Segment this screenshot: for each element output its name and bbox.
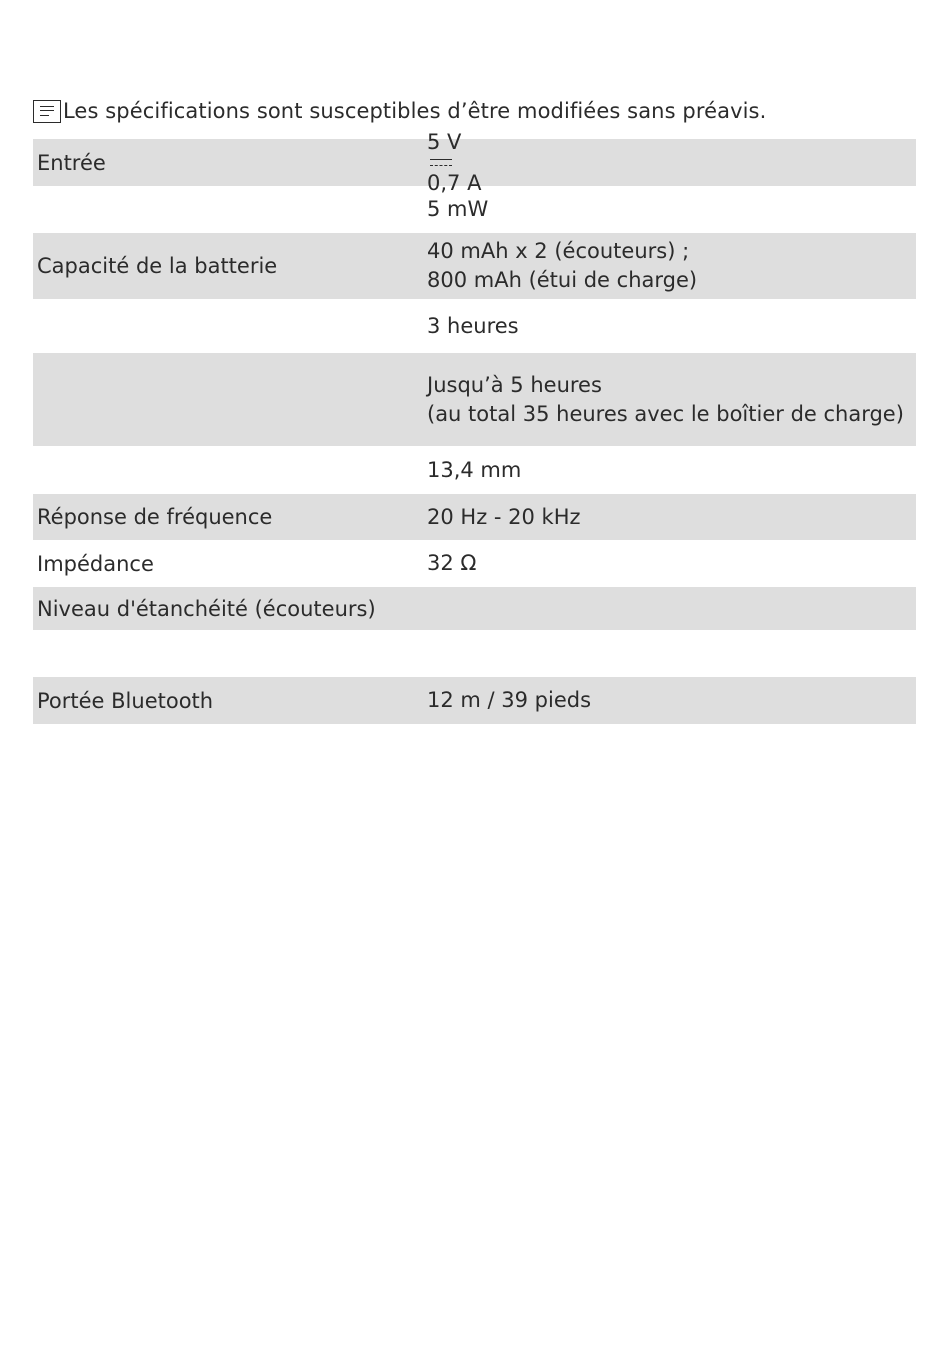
spec-row-bluetooth	[33, 677, 916, 724]
spec-table	[33, 129, 916, 724]
spec-row-blank	[33, 630, 916, 677]
spec-label: Impédance	[37, 551, 154, 576]
spec-notice-text: Les spécifications sont susceptibles d’être modifiées sans préavis.	[63, 99, 767, 123]
spec-value: 32 Ω	[427, 551, 477, 575]
spec-row-driver	[33, 446, 916, 494]
spec-value: 5 mW	[427, 197, 489, 221]
spec-label: Niveau d'étanchéité (écouteurs)	[37, 596, 376, 621]
spec-value: 3 heures	[427, 313, 519, 338]
spec-row-charge-time	[33, 299, 916, 353]
spec-row-battery	[33, 233, 916, 299]
spec-value: 13,4 mm	[427, 457, 522, 482]
spec-value: 12 m / 39 pieds	[427, 688, 592, 712]
spec-row-impedance	[33, 540, 916, 587]
spec-label: Portée Bluetooth	[37, 688, 214, 713]
dc-symbol-icon	[429, 157, 453, 169]
spec-row-playtime	[33, 353, 916, 446]
spec-label: Entrée	[37, 150, 106, 175]
spec-row-frequency	[33, 494, 916, 540]
spec-value: 5 V 0,7 A	[427, 129, 482, 195]
spec-value: 20 Hz - 20 kHz	[427, 504, 581, 529]
spec-label: Réponse de fréquence	[37, 505, 273, 529]
note-icon	[33, 100, 61, 123]
spec-value: Jusqu’à 5 heures (au total 35 heures avec le boîtier de charge)	[427, 372, 904, 426]
spec-row-input	[33, 129, 916, 195]
spec-value: 40 mAh x 2 (écouteurs) ; 800 mAh (étui de charge)	[427, 239, 698, 292]
spec-notice	[33, 99, 766, 123]
spec-row-waterproof	[33, 587, 916, 630]
spec-label: Capacité de la batterie	[37, 254, 278, 278]
